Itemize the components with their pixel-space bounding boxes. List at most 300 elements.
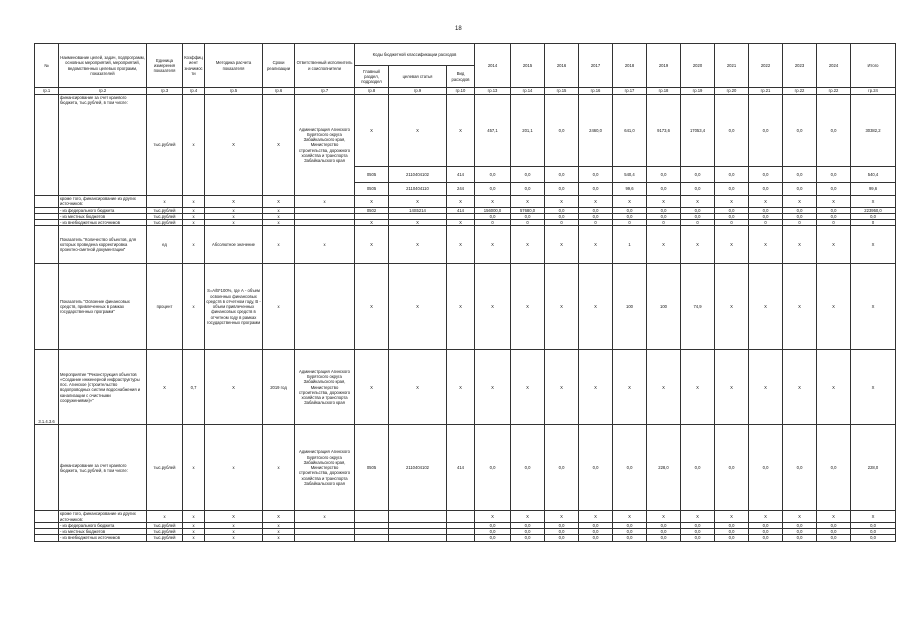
value-cell: 0502 [355,207,389,213]
value-cell: 0,0 [613,522,647,528]
row-method: Абсолютное значение [205,226,263,264]
row-name: - из местных бюджетов [59,213,147,219]
hdr-year: 2023 [783,44,817,88]
hdr-name: Наименование целей, задач, подпрограмм, основных мероприятий, мероприятий, ведомственных целевых программ, показателей [59,44,147,88]
value-cell: 0,0 [817,167,851,183]
column-number: гр.5 [205,88,263,95]
value-cell: 0,0 [475,535,511,541]
hdr-resp: Ответственный исполнитель и соисполнители [295,44,355,88]
value-cell: 17053,4 [681,95,715,167]
row-name: финансирование за счет краевого бюджета, тыс.рублей, в том числе: [59,95,147,196]
value-cell: 0,0 [715,213,749,219]
value-cell: X [579,264,613,350]
value-cell: 0,0 [817,95,851,167]
value-cell: 0,0 [475,425,511,511]
value-cell: 0,0 [579,183,613,196]
column-number: гр.8 [355,88,389,95]
value-cell: 0,0 [545,167,579,183]
column-number: гр.13 [475,88,511,95]
value-cell: X [613,350,647,425]
row-name: - из внебюджетных источников [59,535,147,541]
column-number: гр.18 [647,88,681,95]
column-number: гр.16 [579,88,613,95]
row-unit: тыс.рублей [147,529,183,535]
value-cell: 0,0 [783,95,817,167]
value-cell: 0,0 [715,535,749,541]
row-coef: x [183,226,205,264]
value-cell: 156000,0 [475,207,511,213]
column-number: гр.24 [851,88,896,95]
column-number: гр.3 [147,88,183,95]
row-term: X [263,196,295,208]
row-no [35,425,59,511]
value-cell: 100 [613,264,647,350]
value-cell: 0,0 [715,207,749,213]
row-term: X [263,95,295,196]
value-cell: X [715,350,749,425]
value-cell [447,535,475,541]
value-cell: 0,0 [817,522,851,528]
row-term: X [263,511,295,523]
value-cell: 540,4 [613,167,647,183]
value-cell: X [783,196,817,208]
hdr-coef: Коэффициент значимости [183,44,205,88]
value-cell: 74,9 [681,264,715,350]
row-method: S=A/B*100%, где А - объем освоенных финансовых средств в отчетном году, В - объем привлеченных финансовых средств в отчетном году в рамках государственных программ [205,264,263,350]
value-cell: X [475,264,511,350]
value-cell: 0,0 [749,535,783,541]
value-cell: 414 [447,207,475,213]
value-cell: 0,0 [715,183,749,196]
row-unit: тыс.рублей [147,535,183,541]
value-cell: 0,0 [817,535,851,541]
value-cell: 0,0 [647,207,681,213]
value-cell: X [355,220,389,226]
hdr-term: Сроки реализации [263,44,295,88]
value-cell: 0,0 [783,207,817,213]
value-cell: X [783,264,817,350]
value-cell: X [647,196,681,208]
value-cell: X [817,511,851,523]
column-number: гр.14 [511,88,545,95]
value-cell: 0,0 [613,207,647,213]
value-cell: X [389,95,447,167]
value-cell: X [545,511,579,523]
value-cell: 414 [447,167,475,183]
value-cell: X [579,350,613,425]
value-cell: 0,0 [817,207,851,213]
value-cell: 0,0 [715,167,749,183]
column-number: гр.2 [59,88,147,95]
hdr-year: 2019 [647,44,681,88]
value-cell: 0,0 [817,213,851,219]
other-sources-block [35,196,896,226]
value-cell: 201,1 [511,95,545,167]
column-number: гр.9 [389,88,447,95]
value-cell: 641,0 [613,95,647,167]
value-cell: X [511,226,545,264]
value-cell: 0 [475,220,511,226]
value-cell: 0,0 [511,213,545,219]
value-cell: 0,0 [647,529,681,535]
page-number: 18 [455,26,462,32]
value-cell: 0,0 [647,213,681,219]
hdr-total: Итого [851,44,896,88]
value-cell: 9173,6 [647,95,681,167]
value-cell: 223950,0 [851,207,896,213]
value-cell: 0 [511,220,545,226]
value-cell: 228,0 [851,425,896,511]
column-number: гр.6 [263,88,295,95]
value-cell: 0,0 [749,213,783,219]
value-cell: 0,0 [681,167,715,183]
hdr-year: 2018 [613,44,647,88]
table-row [35,95,896,167]
value-cell: 0,0 [783,535,817,541]
row-resp: x [295,226,355,264]
value-cell: X [783,350,817,425]
row-resp: Администрация Агинского Бурятского округа Забайкальского края, Министерство строительства, дорожного хозяйства и транспорта Забайкальского края [295,350,355,425]
value-cell: X [355,264,389,350]
value-cell: 0,0 [681,207,715,213]
row-term: x [263,529,295,535]
value-cell: 0,0 [681,529,715,535]
value-cell: 0505 [355,167,389,183]
value-cell: 0,0 [647,183,681,196]
row-method: X [205,350,263,425]
value-cell: 0 [681,220,715,226]
value-cell: 100 [647,264,681,350]
value-cell: X [447,264,475,350]
row-name: Мероприятие "Реконструкция объектов «Создание инженерной инфраструктуры пос. Агинское (строительство водопроводных систем водоснабжения и канализации с очистными сооружениями)»" [59,350,147,425]
hdr-year: 2020 [681,44,715,88]
value-cell: 0,0 [817,183,851,196]
row-coef: x [183,264,205,350]
value-cell: 0,0 [511,167,545,183]
value-cell: X [851,511,896,523]
value-cell [389,511,447,523]
row-no [35,196,59,208]
row-unit: X [147,350,183,425]
value-cell: X [511,511,545,523]
value-cell: X [817,350,851,425]
value-cell: 0,0 [851,213,896,219]
program-table [34,43,896,542]
column-number: гр.20 [715,88,749,95]
row-unit: тыс.рублей [147,207,183,213]
value-cell: 0,0 [715,425,749,511]
value-cell: X [613,511,647,523]
value-cell: 2110404102 [389,425,447,511]
row-no [35,264,59,350]
hdr-year: 2024 [817,44,851,88]
value-cell: 0,0 [681,425,715,511]
value-cell: X [355,350,389,425]
value-cell: X [715,196,749,208]
row-coef: x [183,213,205,219]
value-cell: 0,0 [749,95,783,167]
value-cell: X [749,350,783,425]
value-cell: 0 [545,220,579,226]
row-no [35,511,59,523]
value-cell: 0,0 [475,529,511,535]
value-cell: 0 [749,220,783,226]
row-term: x [263,207,295,213]
value-cell: 0 [579,220,613,226]
value-cell: 0,0 [715,522,749,528]
table-row [35,535,896,541]
row-unit: ед [147,226,183,264]
value-cell: 0,0 [545,183,579,196]
column-number: гр.4 [183,88,205,95]
value-cell [355,511,389,523]
value-cell: X [681,196,715,208]
value-cell: 14S5214 [389,207,447,213]
row-term: x [263,425,295,511]
row-coef: x [183,522,205,528]
row-resp: x [295,196,355,208]
value-cell: 0,0 [511,535,545,541]
value-cell: X [579,196,613,208]
value-cell: X [681,350,715,425]
value-cell: X [647,350,681,425]
value-cell: 0,0 [579,167,613,183]
value-cell: X [355,226,389,264]
value-cell: X [475,511,511,523]
row-coef: x [183,511,205,523]
row-method: x [205,220,263,226]
value-cell: 0,0 [817,425,851,511]
value-cell: X [817,264,851,350]
value-cell: 0,0 [783,529,817,535]
value-cell: 0,0 [715,95,749,167]
value-cell: X [475,226,511,264]
row-term: x [263,535,295,541]
hdr-year: 2014 [475,44,511,88]
row-resp: x [295,511,355,523]
value-cell: 0,0 [545,535,579,541]
value-cell: 228,0 [647,425,681,511]
other-sources-block [35,511,896,541]
value-cell: X [389,226,447,264]
row-unit: тыс.рублей [147,213,183,219]
value-cell: X [647,226,681,264]
value-cell: X [715,226,749,264]
value-cell: 0,0 [749,183,783,196]
row-name: Показатель "Количество объектов, для которых проведена корректировка проектно-сметной документации" [59,226,147,264]
table-row [35,226,896,264]
value-cell: 0,0 [613,529,647,535]
value-cell: 0,0 [817,529,851,535]
table-row [35,264,896,350]
value-cell: 0,0 [749,522,783,528]
value-cell: 0,0 [511,529,545,535]
value-cell: 57680,0 [511,207,545,213]
value-cell: X [579,226,613,264]
value-cell: X [851,350,896,425]
value-cell: 0,0 [749,425,783,511]
row-resp [295,535,355,541]
row-method: x [205,207,263,213]
value-cell: X [447,95,475,167]
value-cell: X [613,196,647,208]
row-coef: x [183,207,205,213]
column-number: гр.22 [783,88,817,95]
value-cell: 0,0 [851,529,896,535]
value-cell: 0,0 [749,167,783,183]
value-cell: X [389,350,447,425]
value-cell: X [447,350,475,425]
hdr-year: 2021 [715,44,749,88]
row-coef: x [183,425,205,511]
value-cell: 30382,2 [851,95,896,167]
hdr-year: 2016 [545,44,579,88]
hdr-vr: Вид расходов [447,66,475,88]
row-term: x [263,220,295,226]
row-resp: Администрация Агинского Бурятского округа Забайкальского края, Министерство строительства, дорожного хозяйства и транспорта Забайкальского края [295,95,355,196]
hdr-codes: Коды бюджетной классификации расходов [355,44,475,66]
value-cell: 0,0 [545,213,579,219]
value-cell: X [355,95,389,167]
value-cell: 99,6 [613,183,647,196]
hdr-unit: Единица измерения показателя [147,44,183,88]
row-method: X [205,196,263,208]
table-row [35,350,896,425]
value-cell: 0,0 [475,522,511,528]
value-cell: 0,0 [851,535,896,541]
value-cell: 0,0 [613,425,647,511]
value-cell: X [851,226,896,264]
row-unit: тыс.рублей [147,220,183,226]
value-cell: 0,0 [475,167,511,183]
value-cell: X [447,220,475,226]
row-name: - из внебюджетных источников [59,220,147,226]
value-cell: 0,0 [647,167,681,183]
value-cell: X [511,350,545,425]
value-cell: 99,6 [851,183,896,196]
value-cell: 0,0 [545,95,579,167]
value-cell: 0,0 [681,213,715,219]
value-cell: 0,0 [511,183,545,196]
value-cell: 0,0 [783,213,817,219]
value-cell: X [545,226,579,264]
row-name: Показатель "Освоение финансовых средств, привлеченных в рамках государственных программ" [59,264,147,350]
column-number: гр.15 [545,88,579,95]
value-cell: 0,0 [613,535,647,541]
value-cell: 0,0 [749,207,783,213]
value-cell: 0,0 [579,522,613,528]
value-cell: 0 [851,220,896,226]
value-cell: 0,0 [783,522,817,528]
value-cell: 0,0 [783,425,817,511]
value-cell: X [817,196,851,208]
row-name: - из федерального бюджета [59,207,147,213]
row-unit: тыс.рублей [147,425,183,511]
value-cell: 244 [447,183,475,196]
value-cell: X [715,264,749,350]
column-number: гр.21 [749,88,783,95]
column-number: гр.22 [817,88,851,95]
row-no [35,535,59,541]
row-coef: x [183,529,205,535]
value-cell: X [749,226,783,264]
row-term: 2019 год [263,350,295,425]
value-cell: 0505 [355,425,389,511]
value-cell: 0,0 [783,183,817,196]
value-cell: X [647,511,681,523]
value-cell: X [355,196,389,208]
row-resp: Администрация Агинского Бурятского округа Забайкальского края, Министерство строительства, дорожного хозяйства и транспорта Забайкальского края [295,425,355,511]
value-cell: X [389,264,447,350]
column-number: гр.19 [681,88,715,95]
value-cell: 0,0 [749,529,783,535]
value-cell: X [851,264,896,350]
value-cell [447,511,475,523]
row-name: - из местных бюджетов [59,529,147,535]
row-coef: 0,7 [183,350,205,425]
value-cell: X [681,226,715,264]
value-cell [355,535,389,541]
value-cell: 0,0 [475,183,511,196]
value-cell: 0,0 [715,529,749,535]
row-name: кроме того, финансирование из других источников: [59,511,147,523]
row-method: x [205,529,263,535]
column-number: гр.7 [295,88,355,95]
value-cell: 0505 [355,183,389,196]
value-cell: X [715,511,749,523]
value-cell: X [579,511,613,523]
value-cell: X [389,196,447,208]
row-coef: x [183,535,205,541]
row-method: X [205,95,263,196]
value-cell: X [447,196,475,208]
value-cell: X [851,196,896,208]
value-cell: X [447,226,475,264]
row-term: x [263,264,295,350]
row-unit: тыс.рублей [147,95,183,196]
value-cell: 0,0 [545,522,579,528]
value-cell: 0,0 [681,535,715,541]
table-row [35,511,896,523]
value-cell: 2110404110 [389,183,447,196]
row-resp [295,264,355,350]
value-cell: X [749,264,783,350]
value-cell: 1 [613,226,647,264]
value-cell: 0,0 [511,425,545,511]
value-cell: 0,0 [545,529,579,535]
row-unit: тыс.рублей [147,522,183,528]
value-cell: X [749,511,783,523]
value-cell: X [475,196,511,208]
table-row [35,425,896,511]
row-method: x [205,522,263,528]
row-unit: x [147,511,183,523]
value-cell: 0,0 [647,535,681,541]
value-cell: 0,0 [681,183,715,196]
value-cell: X [783,511,817,523]
value-cell: 0,0 [681,522,715,528]
row-term: x [263,213,295,219]
hdr-year: 2015 [511,44,545,88]
value-cell: 0,0 [545,207,579,213]
row-name: финансирование за счет краевого бюджета, тыс.рублей, в том числе: [59,425,147,511]
value-cell: 0,0 [579,529,613,535]
value-cell: 0,0 [647,522,681,528]
row-method: x [205,535,263,541]
column-number: гр.17 [613,88,647,95]
value-cell: X [749,196,783,208]
row-coef: x [183,196,205,208]
